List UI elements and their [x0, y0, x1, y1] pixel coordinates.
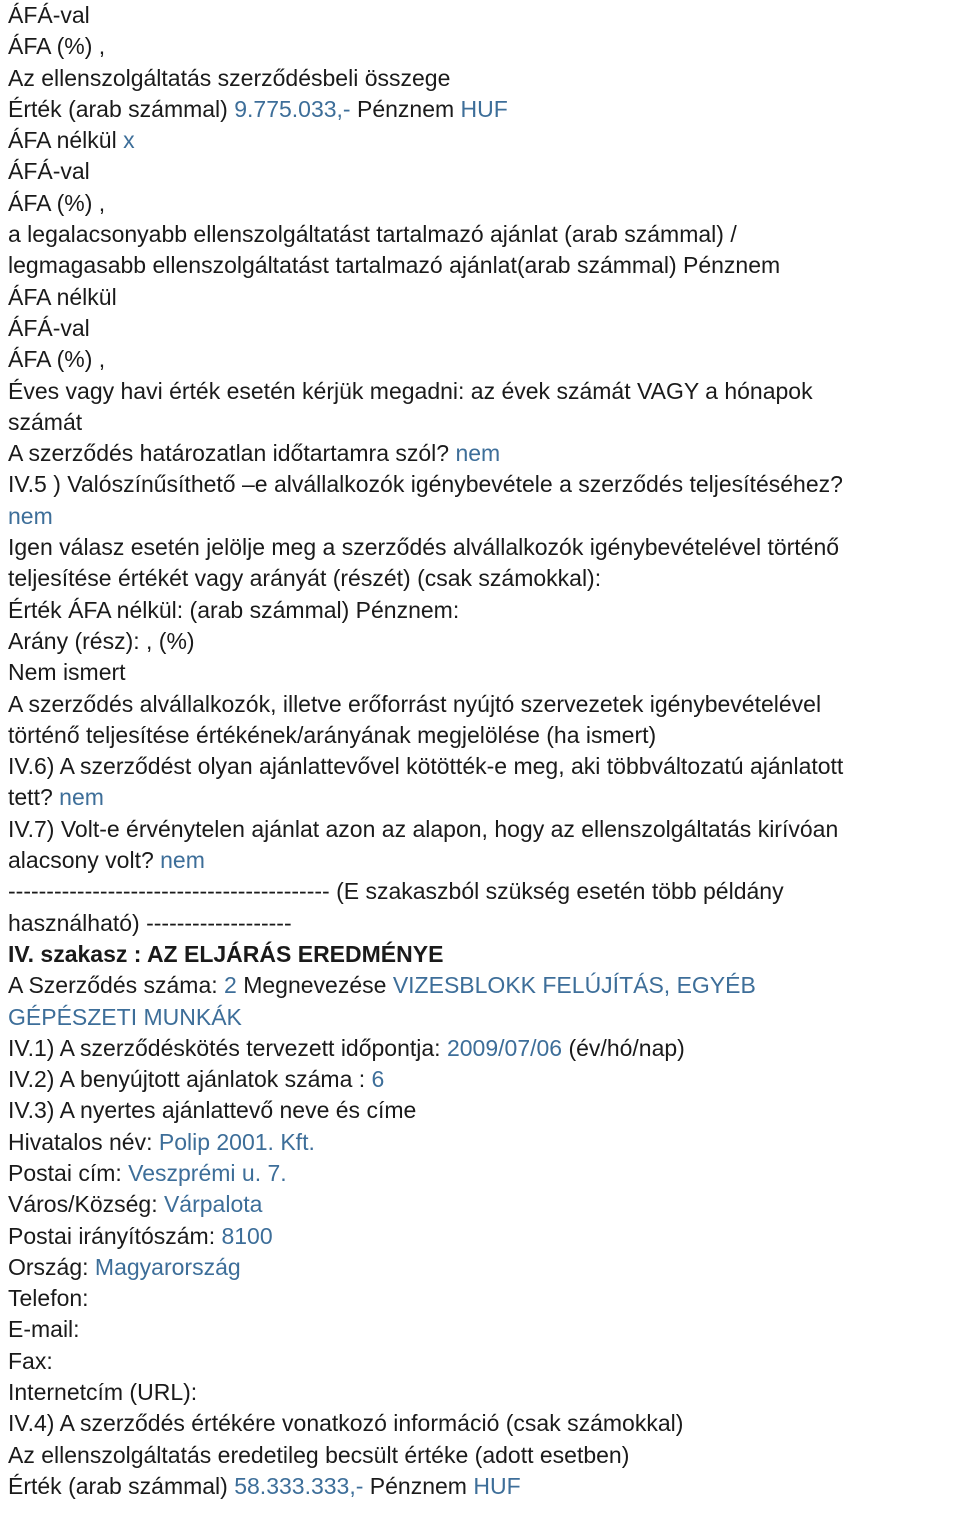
field-label: Hivatalos név: [8, 1128, 159, 1155]
field-value: Veszprémi u. 7. [128, 1159, 287, 1186]
text-line [8, 1127, 960, 1158]
text-line [8, 532, 960, 563]
field-value: 8100 [221, 1222, 273, 1249]
field-label: Internetcím (URL): [8, 1379, 198, 1406]
field-label: Telefon: [8, 1285, 89, 1312]
text-line [8, 1221, 960, 1252]
text-line [8, 970, 960, 1001]
field-label: számát [8, 408, 83, 435]
field-label: a legalacsonyabb ellenszolgáltatást tartalmazó ajánlat (arab számmal) / [8, 221, 737, 248]
field-label: IV.1) A szerződéskötés tervezett időpontja: [8, 1034, 447, 1061]
field-value: Várpalota [163, 1191, 263, 1218]
section-heading: IV. szakasz : AZ ELJÁRÁS EREDMÉNYE [8, 940, 444, 967]
field-label: A Szerződés száma: [8, 972, 225, 999]
field-label: ------------------------------------------ (E szakaszból szükség esetén több példány [8, 878, 784, 905]
text-line [8, 845, 960, 876]
text-line [8, 626, 960, 657]
text-line [8, 63, 960, 94]
field-label: Postai irányítószám: [8, 1222, 222, 1249]
field-label: IV.2) A benyújtott ajánlatok száma : [8, 1066, 372, 1093]
field-label: legmagasabb ellenszolgáltatást tartalmazó ajánlat(arab számmal) Pénznem [8, 252, 781, 279]
field-label: ÁFA (%) , [8, 189, 106, 216]
field-label: IV.7) Volt-e érvénytelen ajánlat azon az alapon, hogy az ellenszolgáltatás kirívóan [8, 815, 839, 842]
field-value: HUF [460, 95, 508, 122]
field-label: alacsony volt? [8, 847, 161, 874]
field-label: Az ellenszolgáltatás eredetileg becsült értéke (adott esetben) [8, 1441, 630, 1468]
field-label: Az ellenszolgáltatás szerződésbeli összege [8, 64, 451, 91]
text-line [8, 908, 960, 939]
field-label: Érték (arab számmal) [8, 1472, 235, 1499]
field-label: ÁFA (%) , [8, 346, 106, 373]
text-line [8, 188, 960, 219]
text-line [8, 407, 960, 438]
field-label: ÁFÁ-val [8, 314, 90, 341]
text-line [8, 125, 960, 156]
field-value: 58.333.333,- [234, 1472, 364, 1499]
field-label: használható) ------------------- [8, 909, 292, 936]
field-label: IV.3) A nyertes ajánlattevő neve és címe [8, 1097, 417, 1124]
field-label: Arány (rész): , (%) [8, 627, 195, 654]
text-line [8, 1064, 960, 1095]
text-line [8, 814, 960, 845]
field-label: Város/Község: [8, 1191, 164, 1218]
text-line [8, 438, 960, 469]
field-label: teljesítése értékét vagy arányát (részét) (csak számokkal): [8, 565, 602, 592]
text-line [8, 250, 960, 281]
text-line [8, 595, 960, 626]
field-value: x [123, 127, 135, 154]
field-value: 2 [224, 972, 237, 999]
text-line [8, 469, 960, 500]
field-label: Igen válasz esetén jelölje meg a szerződés alvállalkozók igénybevételével történő [8, 534, 840, 561]
text-line [8, 689, 960, 720]
text-line [8, 219, 960, 250]
field-value: Magyarország [94, 1253, 241, 1280]
field-label: IV.4) A szerződés értékére vonatkozó információ (csak számokkal) [8, 1410, 684, 1437]
field-label: Pénznem [363, 1472, 474, 1499]
text-line [8, 1033, 960, 1064]
field-label: Postai cím: [8, 1159, 129, 1186]
field-label: IV.6) A szerződést olyan ajánlattevővel kötötték-e meg, aki többváltozatú ajánlatott [8, 753, 844, 780]
text-line [8, 1002, 960, 1033]
field-value: 9.775.033,- [234, 95, 351, 122]
field-label: ÁFA nélkül [8, 127, 124, 154]
text-line [8, 1095, 960, 1126]
field-value: nem [8, 502, 53, 529]
field-label: Pénznem [350, 95, 461, 122]
field-label: (év/hó/nap) [562, 1034, 685, 1061]
field-label: IV.5 ) Valószínűsíthető –e alvállalkozók igénybevétele a szerződés teljesítéséhez? [8, 471, 843, 498]
field-label: Megnevezése [236, 972, 393, 999]
text-line [8, 376, 960, 407]
field-label: tett? [8, 784, 60, 811]
text-line [8, 657, 960, 688]
field-value: HUF [473, 1472, 521, 1499]
field-value: GÉPÉSZETI MUNKÁK [8, 1003, 242, 1030]
text-line [8, 1471, 960, 1502]
field-label: Érték ÁFA nélkül: (arab számmal) Pénznem: [8, 596, 460, 623]
field-label: Fax: [8, 1347, 53, 1374]
text-line [8, 313, 960, 344]
text-line [8, 156, 960, 187]
text-line [8, 501, 960, 532]
field-label: A szerződés határozatlan időtartamra szól? [8, 440, 456, 467]
text-line [8, 1377, 960, 1408]
field-label: Éves vagy havi érték esetén kérjük megadni: az évek számát VAGY a hónapok [8, 377, 813, 404]
text-line [8, 1252, 960, 1283]
field-value: 2009/07/06 [446, 1034, 563, 1061]
text-line [8, 720, 960, 751]
text-line [8, 1158, 960, 1189]
text-line [8, 751, 960, 782]
text-line [8, 563, 960, 594]
text-line [8, 94, 960, 125]
text-line [8, 1440, 960, 1471]
field-label: történő teljesítése értékének/arányának megjelölése (ha ismert) [8, 721, 657, 748]
text-line [8, 1314, 960, 1345]
field-label: Ország: [8, 1253, 95, 1280]
text-line [8, 1408, 960, 1439]
text-line [8, 31, 960, 62]
text-line [8, 1283, 960, 1314]
text-line [8, 782, 960, 813]
field-label: ÁFÁ-val [8, 158, 90, 185]
field-value: Polip 2001. Kft. [158, 1128, 315, 1155]
text-line [8, 344, 960, 375]
text-line [8, 876, 960, 907]
text-line [8, 1346, 960, 1377]
field-label: A szerződés alvállalkozók, illetve erőforrást nyújtó szervezetek igénybevételével [8, 690, 822, 717]
field-label: ÁFA nélkül [8, 283, 117, 310]
text-line [8, 0, 960, 31]
text-line [8, 939, 960, 970]
field-value: nem [59, 784, 104, 811]
field-value: nem [160, 847, 205, 874]
text-line [8, 282, 960, 313]
field-label: Érték (arab számmal) [8, 95, 235, 122]
field-value: VIZESBLOKK FELÚJÍTÁS, EGYÉB [392, 972, 756, 999]
field-label: E-mail: [8, 1316, 80, 1343]
field-label: ÁFÁ-val [8, 2, 90, 28]
field-label: ÁFA (%) , [8, 33, 106, 60]
field-value: 6 [371, 1066, 385, 1093]
field-value: nem [455, 440, 501, 467]
field-label: Nem ismert [8, 659, 126, 686]
text-line [8, 1189, 960, 1220]
